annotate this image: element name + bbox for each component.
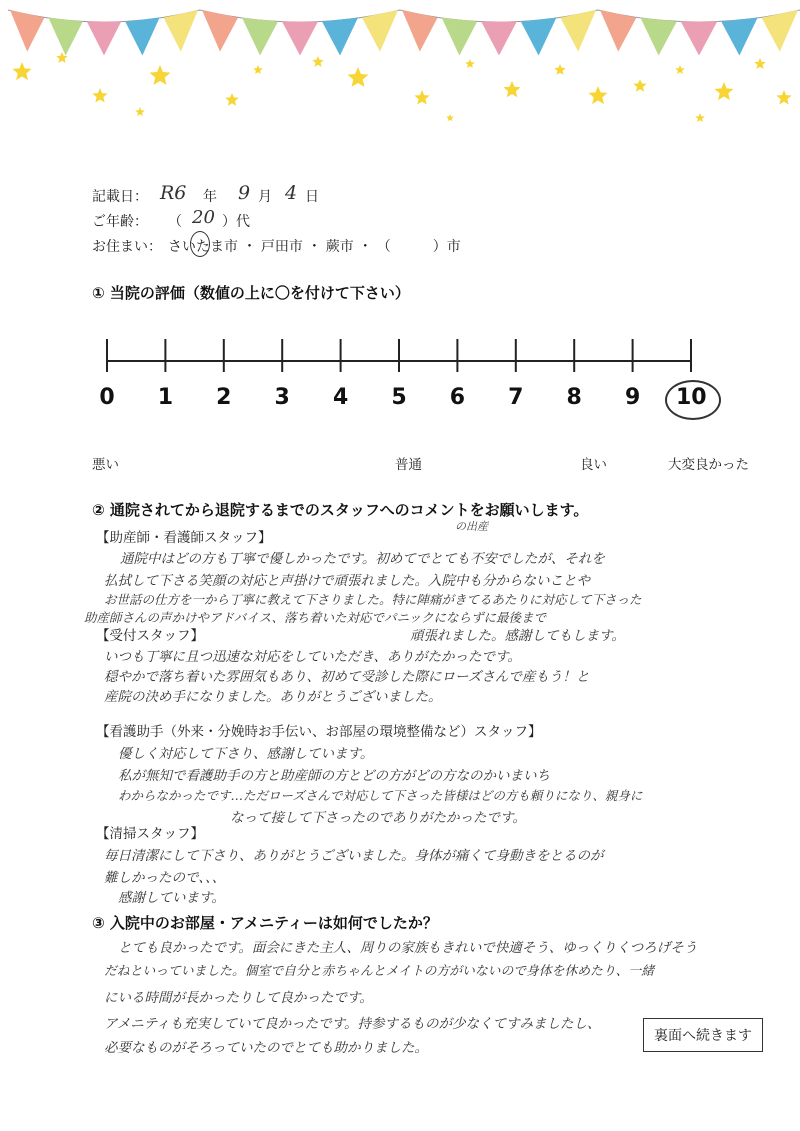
scale-number-9[interactable]: 9 bbox=[624, 385, 641, 410]
room-comment-line-3: にいる時間が長かったりして良かったです。 bbox=[104, 990, 373, 1006]
scale-label-very-good: 大変良かった bbox=[668, 457, 749, 473]
star-icon bbox=[348, 67, 369, 87]
bunting-flag bbox=[48, 18, 82, 56]
date-month-value[interactable]: 9 bbox=[238, 182, 251, 204]
date-era-value[interactable]: R6 bbox=[160, 182, 187, 204]
scale-label-bad: 悪い bbox=[92, 457, 119, 473]
selected-rating-circle bbox=[665, 380, 721, 420]
month-unit: 月 bbox=[258, 189, 272, 205]
age-value[interactable]: 20 bbox=[192, 207, 215, 228]
rating-scale-line bbox=[0, 330, 800, 380]
cleaning-heading: 【清掃スタッフ】 bbox=[96, 826, 204, 842]
star-icon bbox=[253, 65, 263, 74]
scale-label-normal: 普通 bbox=[395, 457, 422, 473]
scale-number-0[interactable]: 0 bbox=[99, 385, 115, 410]
midwife-comment-line-4: 助産師さんの声かけやアドバイス、落ち着いた対応でパニックにならずに最後まで bbox=[84, 610, 547, 625]
scale-number-1[interactable]: 1 bbox=[157, 385, 174, 410]
bunting-flag bbox=[242, 18, 278, 56]
star-icon bbox=[13, 62, 32, 80]
scale-label-good: 良い bbox=[580, 457, 607, 473]
star-icon bbox=[312, 56, 323, 67]
midwife-comment-line-1: 通院中はどの方も丁寧で優しかったです。初めてでとても不安でしたが、それを bbox=[120, 551, 605, 567]
section1-title: ① 当院の評価（数値の上に〇を付けて下さい） bbox=[92, 284, 410, 302]
room-comment-line-1: とても良かったです。面会にきた主人、周りの家族もきれいで快適そう、ゆっくりくつろげそう bbox=[118, 940, 698, 956]
scale-number-4[interactable]: 4 bbox=[332, 385, 349, 410]
star-icon bbox=[414, 90, 429, 105]
star-icon bbox=[695, 113, 705, 122]
day-unit: 日 bbox=[305, 189, 319, 205]
bunting-flag bbox=[442, 18, 478, 56]
star-icon bbox=[503, 81, 520, 97]
star-icon bbox=[675, 65, 685, 74]
bunting-flag bbox=[681, 22, 717, 56]
address-label: お住まい： bbox=[92, 239, 162, 255]
reception-comment-line-1: いつも丁寧に且つ迅速な対応をしていただき、ありがたかったです。 bbox=[104, 649, 521, 665]
age-open-paren: （ bbox=[168, 214, 182, 230]
star-icon bbox=[92, 88, 107, 103]
age-close-paren: ）代 bbox=[222, 214, 250, 230]
star-icon bbox=[633, 79, 646, 92]
star-icon bbox=[465, 59, 475, 68]
reception-heading: 【受付スタッフ】 bbox=[96, 628, 204, 644]
bunting-flag bbox=[481, 22, 517, 56]
bunting-flag bbox=[87, 22, 121, 56]
bunting-flag bbox=[721, 18, 757, 56]
star-icon bbox=[754, 58, 765, 69]
midwife-heading: 【助産師・看護師スタッフ】 bbox=[96, 530, 272, 546]
bunting-flag bbox=[125, 18, 159, 56]
bunting-flag bbox=[521, 18, 557, 56]
section3-title: ③ 入院中のお部屋・アメニティーは如何でしたか？ bbox=[92, 914, 438, 932]
year-unit: 年 bbox=[203, 189, 217, 205]
date-day-value[interactable]: 4 bbox=[285, 182, 298, 204]
star-icon bbox=[589, 86, 608, 104]
star-icon bbox=[715, 82, 734, 100]
cleaning-comment-line-2: 難しかったので、、、 bbox=[104, 870, 226, 886]
midwife-inserted-note: の出産 bbox=[455, 520, 488, 533]
midwife-comment-line-2: 払拭して下さる笑顔の対応と声掛けで頑張れました。入院中も分からないことや bbox=[104, 573, 590, 589]
bunting-flag bbox=[640, 18, 676, 56]
bunting-flags bbox=[10, 10, 798, 56]
address-options[interactable]: さいたま市 ・ 戸田市 ・ 蕨市 ・ （ ）市 bbox=[168, 239, 461, 255]
cleaning-comment-line-1: 毎日清潔にして下さり、ありがとうございました。身体が痛くて身動きをとるのが bbox=[104, 848, 604, 864]
address-selection-mark bbox=[190, 231, 210, 257]
assistant-heading: 【看護助手（外来・分娩時お手伝い、お部屋の環境整備など）スタッフ】 bbox=[96, 724, 542, 740]
scale-number-5[interactable]: 5 bbox=[391, 385, 407, 410]
star-icon bbox=[150, 65, 171, 85]
assistant-comment-line-2: 私が無知で看護助手の方と助産師の方とどの方がどの方なのかいまいち bbox=[118, 768, 550, 784]
assistant-comment-line-4: なって接して下さったのでありがたかったです。 bbox=[230, 810, 526, 826]
room-comment-line-5: 必要なものがそろっていたのでとても助かりました。 bbox=[104, 1040, 428, 1056]
star-icon bbox=[225, 93, 238, 106]
date-label: 記載日： bbox=[92, 189, 148, 205]
scale-number-6[interactable]: 6 bbox=[449, 385, 466, 410]
cleaning-comment-line-3: 感謝しています。 bbox=[118, 890, 225, 906]
scale-number-7[interactable]: 7 bbox=[508, 385, 524, 410]
scale-number-3[interactable]: 3 bbox=[274, 385, 290, 410]
scale-number-2[interactable]: 2 bbox=[216, 385, 232, 410]
assistant-comment-line-3: わからなかったです…ただローズさんで対応して下さった皆様はどの方も頼りになり、親身に bbox=[118, 788, 643, 803]
star-icon bbox=[554, 64, 565, 75]
scale-number-10[interactable]: 10 bbox=[676, 385, 707, 410]
star-icon bbox=[135, 107, 145, 116]
section2-title: ② 通院されてから退院するまでのスタッフへのコメントをお願いします。 bbox=[92, 501, 589, 519]
scale-number-8[interactable]: 8 bbox=[566, 385, 582, 410]
star-icon bbox=[776, 90, 791, 105]
midwife-comment-line-3: お世話の仕方を一から丁寧に教えて下さりました。特に陣痛がきてるあたりに対応して下さった bbox=[104, 592, 642, 607]
reception-comment-line-3: 産院の決め手になりました。ありがとうございました。 bbox=[104, 689, 442, 705]
midwife-comment-line-5: 頑張れました。感謝してもします。 bbox=[410, 628, 625, 644]
bunting-flag bbox=[282, 22, 318, 56]
room-comment-line-2: だねといっていました。個室で自分と赤ちゃんとメイトの方がいないので身体を休めたり、一緒 bbox=[104, 964, 655, 979]
continue-on-back-note: 裏面へ続きます bbox=[643, 1018, 763, 1052]
room-comment-line-4: アメニティも充実していて良かったです。持参するものが少なくてすみましたし、 bbox=[104, 1016, 601, 1032]
star-icon bbox=[446, 114, 454, 121]
bunting-flag bbox=[322, 18, 358, 56]
age-label: ご年齢： bbox=[92, 214, 148, 230]
star-decorations bbox=[13, 52, 792, 122]
assistant-comment-line-1: 優しく対応して下さり、感謝しています。 bbox=[118, 746, 374, 762]
bunting-banner bbox=[0, 0, 800, 130]
reception-comment-line-2: 穏やかで落ち着いた雰囲気もあり、初めて受診した際にローズさんで産もう！と bbox=[104, 669, 590, 685]
